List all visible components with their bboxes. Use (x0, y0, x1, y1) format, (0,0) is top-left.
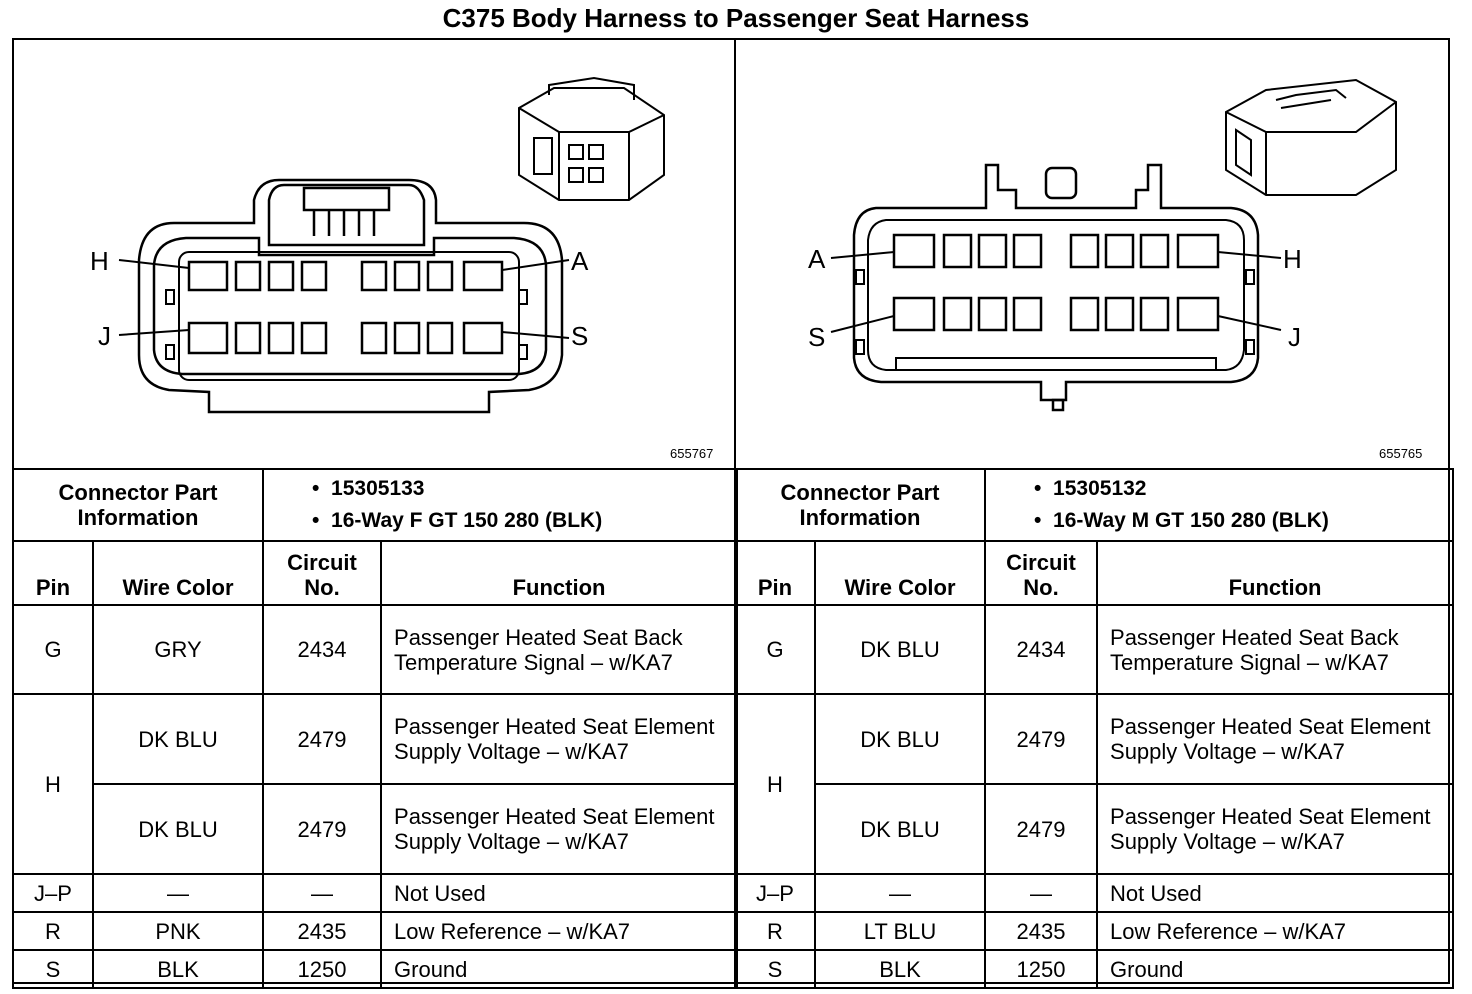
circuit-header: Circuit No. (985, 541, 1097, 605)
part-description: • 16-Way F GT 150 280 (BLK) (312, 509, 603, 532)
circuit-cell: 2434 (985, 605, 1097, 694)
wire-color-cell: — (815, 874, 985, 912)
cavity-pin-s (464, 323, 502, 353)
circuit-header: Circuit No. (263, 541, 381, 605)
wire-color-cell: DK BLU (815, 605, 985, 694)
pin-header: Pin (13, 541, 93, 605)
pin-label-h: H (1283, 244, 1302, 274)
pin-label-a: A (808, 244, 826, 274)
pin-cell: R (13, 912, 93, 950)
pin-label-h: H (90, 246, 109, 276)
table-row (735, 784, 1453, 874)
circuit-cell: — (263, 874, 381, 912)
function-cell: Ground (381, 950, 737, 988)
wire-color-cell: PNK (93, 912, 263, 950)
wire-color-cell: BLK (93, 950, 263, 988)
cavity-pin-a (464, 262, 502, 290)
table-row (13, 874, 737, 912)
function-header: Function (1097, 541, 1453, 605)
function-cell: Passenger Heated Seat Element Supply Voltage – w/KA7 (1097, 694, 1453, 784)
connector-part-label: Connector Part Information (13, 469, 263, 541)
circuit-cell: 2479 (985, 694, 1097, 784)
wire-color-header: Wire Color (815, 541, 985, 605)
table-row (13, 912, 737, 950)
figure-number: 655767 (670, 446, 714, 461)
function-cell: Low Reference – w/KA7 (1097, 912, 1453, 950)
wire-color-cell: BLK (815, 950, 985, 988)
function-cell: Passenger Heated Seat Element Supply Voltage – w/KA7 (1097, 784, 1453, 874)
right-housing-outline (854, 165, 1258, 400)
wire-color-cell: DK BLU (815, 694, 985, 784)
page-title: C375 Body Harness to Passenger Seat Harness (442, 3, 1030, 33)
connector-part-label: Connector Part Information (735, 469, 985, 541)
circuit-cell: 2479 (985, 784, 1097, 874)
pin-cell: G (13, 605, 93, 694)
left-housing-outline (139, 180, 562, 412)
left-latch (269, 185, 424, 245)
pin-cell: S (735, 950, 815, 988)
pin-label-j: J (98, 321, 111, 351)
pin-cell: J–P (13, 874, 93, 912)
function-cell: Not Used (381, 874, 737, 912)
table-row (13, 784, 737, 874)
left-pinout-table (12, 468, 738, 989)
wire-color-cell: LT BLU (815, 912, 985, 950)
table-row (735, 605, 1453, 694)
pin-cell: R (735, 912, 815, 950)
connector-info-row (13, 469, 737, 541)
connector-info-row (735, 469, 1453, 541)
wire-color-cell: DK BLU (815, 784, 985, 874)
pin-cell: H (735, 694, 815, 874)
wire-color-cell: GRY (93, 605, 263, 694)
wire-color-cell: DK BLU (93, 784, 263, 874)
connector-part-numbers (263, 469, 737, 541)
function-cell: Passenger Heated Seat Back Temperature Signal – w/KA7 (381, 605, 737, 694)
pin-cell: G (735, 605, 815, 694)
pin-label-a: A (571, 246, 589, 276)
cavity-pin-h (1178, 235, 1218, 267)
wire-color-cell: DK BLU (93, 694, 263, 784)
function-cell: Passenger Heated Seat Back Temperature Signal – w/KA7 (1097, 605, 1453, 694)
wire-color-cell: — (93, 874, 263, 912)
circuit-cell: 2479 (263, 694, 381, 784)
cavity-pin-a (894, 235, 934, 267)
table-row (735, 874, 1453, 912)
cavity-pin-j (1178, 298, 1218, 330)
pin-cell: S (13, 950, 93, 988)
left-connector-diagram (14, 40, 734, 468)
figure-number: 655765 (1379, 446, 1423, 461)
table-row (13, 950, 737, 988)
function-cell: Ground (1097, 950, 1453, 988)
right-connector-diagram (736, 40, 1448, 468)
pin-header: Pin (735, 541, 815, 605)
circuit-cell: 2435 (985, 912, 1097, 950)
table-row (13, 605, 737, 694)
part-description: • 16-Way M GT 150 280 (BLK) (1034, 509, 1329, 532)
part-number: • 15305132 (1034, 477, 1147, 500)
circuit-cell: 2434 (263, 605, 381, 694)
pin-label-j: J (1288, 322, 1301, 352)
pin-label-s: S (808, 322, 826, 352)
circuit-cell: 2435 (263, 912, 381, 950)
circuit-cell: 1250 (263, 950, 381, 988)
function-cell: Passenger Heated Seat Element Supply Voltage – w/KA7 (381, 694, 737, 784)
header-row (735, 541, 1453, 605)
right-connector-iso-icon (1226, 80, 1396, 195)
left-connector-iso-icon (519, 78, 664, 200)
circuit-cell: — (985, 874, 1097, 912)
wire-color-header: Wire Color (93, 541, 263, 605)
table-row (13, 694, 737, 784)
table-row (735, 694, 1453, 784)
cavity-pin-h (189, 262, 227, 290)
circuit-cell: 2479 (263, 784, 381, 874)
right-pinout-table (734, 468, 1454, 989)
function-header: Function (381, 541, 737, 605)
part-number: • 15305133 (312, 477, 425, 500)
header-row (13, 541, 737, 605)
table-row (735, 950, 1453, 988)
cavity-pin-j (189, 323, 227, 353)
pin-label-s: S (571, 321, 589, 351)
circuit-cell: 1250 (985, 950, 1097, 988)
function-cell: Not Used (1097, 874, 1453, 912)
function-cell: Low Reference – w/KA7 (381, 912, 737, 950)
table-row (735, 912, 1453, 950)
function-cell: Passenger Heated Seat Element Supply Voltage – w/KA7 (381, 784, 737, 874)
pin-cell: J–P (735, 874, 815, 912)
connector-part-numbers (985, 469, 1453, 541)
pin-cell: H (13, 694, 93, 874)
cavity-pin-s (894, 298, 934, 330)
